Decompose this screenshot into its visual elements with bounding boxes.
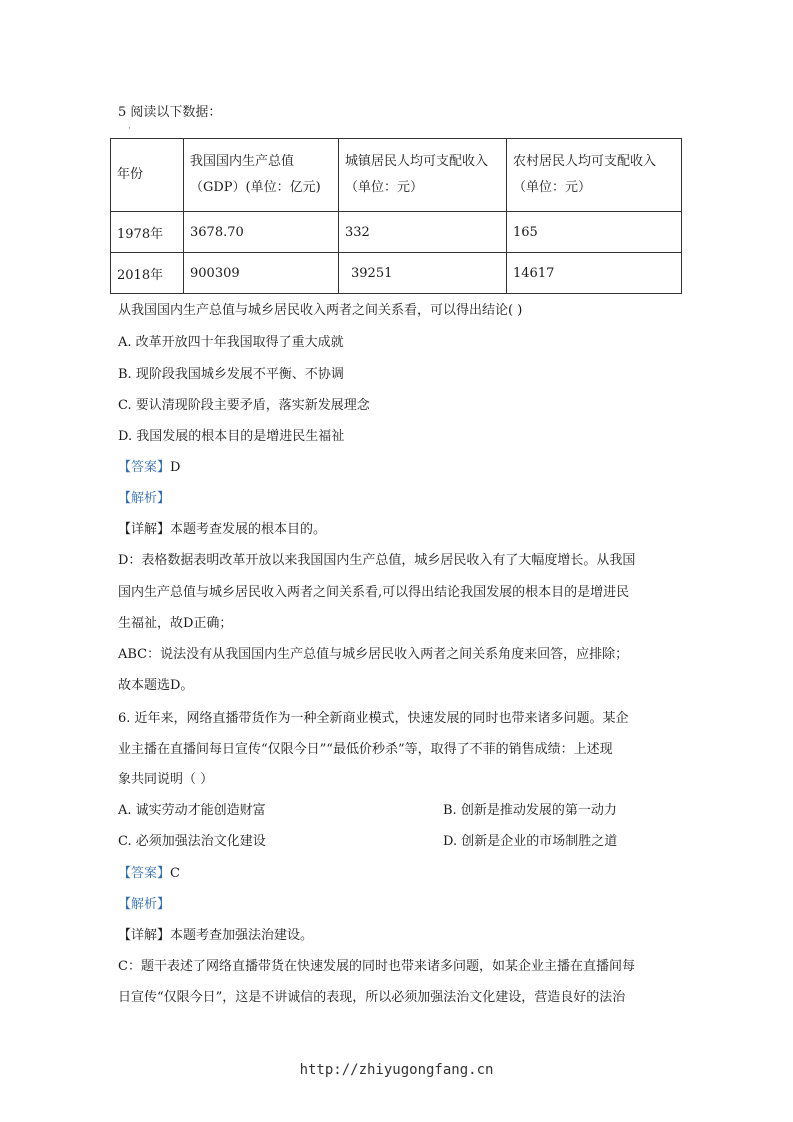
q5-explain-4: ABC：说法没有从我国国内生产总值与城乡居民收入两者之间关系角度来回答，应排除； — [118, 647, 629, 662]
q6-stem-2: 业主播在直播间每日宣传“仅限今日”“最低价秒杀”等，取得了不菲的销售成绩：上述现 — [118, 742, 613, 757]
answer-tag: 【答案】 — [118, 460, 171, 475]
q5-option-a: A. 改革开放四十年我国取得了重大成就 — [118, 335, 344, 350]
detail-tag: 【详解】 — [118, 522, 171, 537]
table-cell: 332 — [339, 212, 507, 253]
header-gdp: 我国国内生产总值 （GDP）(单位：亿元) — [184, 139, 339, 212]
table-cell: 900309 — [184, 253, 339, 294]
q5-explain-1: D：表格数据表明改革开放以来我国国内生产总值，城乡居民收入有了大幅度增长。从我国 — [118, 553, 636, 568]
table-cell: 14617 — [507, 253, 682, 294]
q6-answer — [118, 865, 180, 883]
q6-option-b: B. 创新是推动发展的第一动力 — [443, 803, 617, 818]
q5-answer — [118, 459, 180, 477]
table-row — [111, 253, 682, 294]
detail-text: 本题考查加强法治建设。 — [170, 928, 314, 943]
q5-option-b: B. 现阶段我国城乡发展不平衡、不协调 — [118, 367, 344, 382]
q6-explain-1: C：题干表述了网络直播带货在快速发展的同时也带来诸多问题，如某企业主播在直播间每 — [118, 959, 635, 974]
table-cell: 2018年 — [111, 253, 184, 294]
header-urban-income: 城镇居民人均可支配收入 （单位：元） — [339, 139, 507, 212]
q6-stem-1: 6. 近年来，网络直播带货作为一种全新商业模式，快速发展的同时也带来诸多问题。某企 — [118, 711, 629, 726]
footer-url: http://zhiyugongfang.cn — [299, 1062, 494, 1078]
table-row — [111, 212, 682, 253]
q5-detail — [118, 521, 326, 539]
table-cell: 39251 — [339, 253, 507, 294]
q6-option-c: C. 必须加强法治文化建设 — [118, 834, 266, 849]
q5-stem: 从我国国内生产总值与城乡居民收入两者之间关系看，可以得出结论( ) — [118, 303, 523, 318]
table-header-row — [111, 139, 682, 212]
detail-text: 本题考查发展的根本目的。 — [170, 522, 327, 537]
table-cell: 165 — [507, 212, 682, 253]
answer-value: C — [170, 866, 180, 881]
q6-detail — [118, 927, 313, 945]
data-table — [110, 138, 682, 294]
q5-option-d: D. 我国发展的根本目的是增进民生福祉 — [118, 429, 345, 444]
table-cell: 3678.70 — [184, 212, 339, 253]
q5-explain-5: 故本题选D。 — [118, 678, 194, 693]
q6-explain-2: 日宣传“仅限今日”，这是不讲诚信的表现，所以必须加强法治文化建设，营造良好的法治 — [118, 990, 626, 1005]
answer-tag: 【答案】 — [118, 866, 171, 881]
q6-option-d: D. 创新是企业的市场制胜之道 — [443, 834, 618, 849]
q5-analysis-tag: 【解析】 — [118, 491, 171, 506]
q5-explain-2: 国内生产总值与城乡居民收入两者之间关系看,可以得出结论我国发展的根本目的是增进民 — [118, 585, 630, 600]
header-rural-income: 农村居民人均可支配收入 （单位：元） — [507, 139, 682, 212]
q5-option-c: C. 要认清现阶段主要矛盾，落实新发展理念 — [118, 398, 370, 413]
q5-title: 5 阅读以下数据： — [118, 105, 222, 120]
q5-explain-3: 生福祉，故D正确； — [118, 616, 233, 631]
bullet-dot: · — [128, 124, 131, 134]
q6-analysis-tag: 【解析】 — [118, 897, 171, 912]
header-year: 年份 — [111, 139, 184, 212]
answer-value: D — [170, 460, 181, 475]
table-cell: 1978年 — [111, 212, 184, 253]
detail-tag: 【详解】 — [118, 928, 171, 943]
q6-stem-3: 象共同说明（ ） — [118, 772, 214, 787]
q6-option-a: A. 诚实劳动才能创造财富 — [118, 803, 266, 818]
